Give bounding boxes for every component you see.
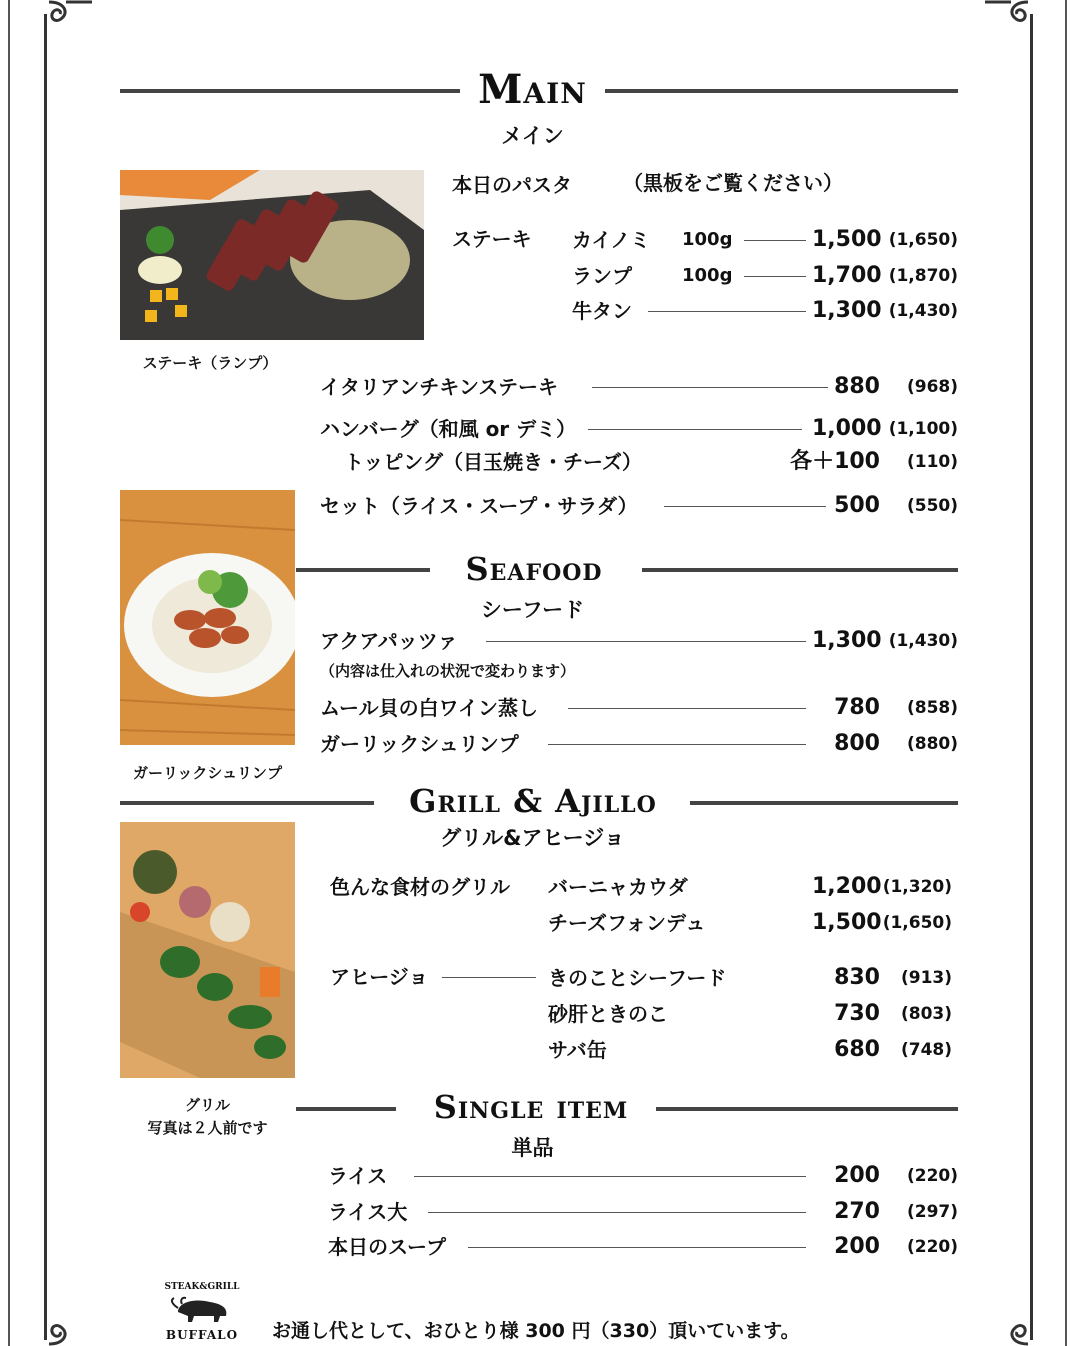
main-item-hamburg (320, 414, 958, 444)
cover-charge-notice: お通し代として、おひとり様 300 円（330）頂いています。 (272, 1320, 800, 1342)
grill-photo (120, 822, 295, 1078)
steak-row-tongue (572, 296, 958, 326)
item-price: 1,300 (812, 628, 882, 653)
leader-line (414, 1176, 806, 1177)
item-name: ムール貝の白ワイン蒸し (320, 696, 538, 720)
item-name: 砂肝ときのこ (548, 1002, 668, 1026)
steak-photo (120, 170, 424, 340)
item-price: 1,500 (812, 910, 882, 935)
item-name: カイノミ (572, 228, 651, 252)
item-name: チーズフォンデュ (548, 911, 706, 935)
seafood-subtitle: シーフード (480, 598, 585, 622)
item-price-tax: (1,430) (888, 301, 958, 321)
seafood-item-garlic-shrimp (320, 729, 958, 759)
item-price-tax: (803) (900, 1004, 952, 1024)
item-name: トッピング（目玉焼き・チーズ） (344, 450, 642, 474)
single-item-rice (328, 1161, 958, 1191)
leader-line (592, 387, 828, 388)
main-rule-right (605, 89, 958, 93)
item-name: ガーリックシュリンプ (320, 732, 519, 756)
item-price: 1,200 (812, 874, 882, 899)
single-rule-left (296, 1107, 396, 1111)
item-price-tax: (880) (906, 734, 958, 754)
item-name: イタリアンチキンステーキ (320, 375, 558, 399)
item-price-tax: (1,870) (888, 266, 958, 286)
item-price: 1,500 (812, 227, 882, 252)
item-price-tax: (968) (906, 377, 958, 397)
item-price: 各＋100 (790, 449, 880, 474)
item-name: ランプ (572, 264, 632, 288)
ornament-corner-bottom-right (983, 1316, 1033, 1346)
grill-rule-right (690, 801, 958, 805)
steak-caption: ステーキ（ランプ） (142, 354, 278, 372)
seafood-item-acquapazza (320, 626, 958, 656)
logo-bottom-text: BUFFALO (165, 1328, 239, 1342)
item-weight: 100g (682, 229, 733, 250)
item-name: アクアパッツァ (320, 629, 458, 653)
item-price: 1,300 (812, 298, 882, 323)
item-name: 牛タン (572, 299, 632, 323)
item-price-tax: (220) (906, 1237, 958, 1257)
leader-line (568, 708, 806, 709)
pasta-note: （黒板をご覧ください） (623, 171, 843, 195)
garlic-shrimp-caption: ガーリックシュリンプ (132, 764, 283, 782)
grill-label: 色んな食材のグリル (330, 875, 510, 899)
ornament-corner-bottom-left (44, 1316, 94, 1346)
item-price-tax: (550) (906, 496, 958, 516)
item-price-tax: (220) (906, 1166, 958, 1186)
single-item-large-rice (328, 1197, 958, 1227)
leader-line (588, 429, 802, 430)
steak-label: ステーキ (452, 227, 532, 251)
main-item-chicken (320, 372, 958, 402)
item-name: セット（ライス・スープ・サラダ） (320, 494, 638, 518)
item-name: サバ缶 (548, 1038, 607, 1062)
item-name: きのことシーフード (548, 966, 727, 990)
leader-line (664, 506, 826, 507)
main-rule-left (120, 89, 460, 93)
main-item-topping (320, 447, 958, 477)
item-price: 880 (834, 374, 880, 399)
grill-item-cheese-fondue (548, 908, 958, 938)
single-subtitle: 単品 (511, 1136, 554, 1160)
item-price-tax: (1,650) (888, 230, 958, 250)
item-price: 200 (834, 1234, 880, 1259)
ajillo-label: アヒージョ (330, 965, 429, 989)
grill-rule-left (120, 801, 374, 805)
single-title: Single item (433, 1088, 629, 1126)
item-name: ハンバーグ（和風 or デミ） (320, 417, 577, 441)
pasta-name: 本日のパスタ (452, 173, 572, 197)
ornament-corner-top-right (983, 0, 1033, 30)
grill-title: Grill & Ajillo (409, 782, 657, 820)
item-price: 800 (834, 731, 880, 756)
item-price-tax: (858) (906, 698, 958, 718)
garlic-shrimp-photo (120, 490, 295, 745)
main-title: Main (478, 66, 587, 113)
item-price: 200 (834, 1163, 880, 1188)
item-name: ライス大 (328, 1200, 408, 1224)
single-item-soup (328, 1232, 958, 1262)
item-price-tax: (297) (906, 1202, 958, 1222)
item-price: 500 (834, 493, 880, 518)
leader-line (428, 1212, 806, 1213)
steak-row-kainomi (572, 225, 958, 255)
steak-row-rump (572, 261, 958, 291)
item-price-tax: (1,650) (882, 913, 952, 933)
item-price-tax: (1,320) (882, 877, 952, 897)
item-price: 830 (834, 965, 880, 990)
main-subtitle: メイン (501, 124, 564, 148)
ajillo-leader-line (442, 977, 536, 978)
item-price: 1,000 (812, 416, 882, 441)
item-price-tax: (1,100) (888, 419, 958, 439)
item-price-tax: (110) (906, 452, 958, 472)
item-price: 270 (834, 1199, 880, 1224)
seafood-rule-right (642, 568, 958, 572)
buffalo-logo (160, 1282, 244, 1344)
item-price: 730 (834, 1001, 880, 1026)
seafood-item-mussels (320, 693, 958, 723)
seafood-note: （内容は仕入れの状況で変わります） (320, 662, 576, 680)
ornament-corner-top-left (44, 0, 94, 30)
item-price-tax: (1,430) (888, 631, 958, 651)
item-name: ライス (328, 1164, 388, 1188)
ajillo-item-gizzard (548, 999, 958, 1029)
leader-line (744, 240, 806, 241)
grill-caption-line1: グリル (184, 1096, 230, 1114)
item-name: バーニャカウダ (548, 875, 688, 899)
leader-line (468, 1247, 806, 1248)
grill-caption-line2: 写真は２人前です (147, 1119, 268, 1137)
leader-line (548, 744, 806, 745)
item-price: 1,700 (812, 263, 882, 288)
item-price: 680 (834, 1037, 880, 1062)
buffalo-icon (160, 1294, 244, 1324)
item-price-tax: (748) (900, 1040, 952, 1060)
grill-item-bagna-cauda (548, 872, 958, 902)
item-name: 本日のスープ (328, 1235, 446, 1259)
single-rule-right (656, 1107, 958, 1111)
item-weight: 100g (682, 265, 733, 286)
item-price-tax: (913) (900, 968, 952, 988)
item-price: 780 (834, 695, 880, 720)
ajillo-item-mackerel (548, 1035, 958, 1065)
ajillo-item-mushroom-seafood (548, 963, 958, 993)
seafood-title: Seafood (465, 550, 603, 588)
seafood-rule-left (296, 568, 430, 572)
leader-line (486, 641, 806, 642)
leader-line (744, 276, 806, 277)
main-item-set (320, 491, 958, 521)
logo-top-text: STEAK&GRILL (164, 1282, 240, 1292)
grill-subtitle: グリル&アヒージョ (440, 826, 625, 850)
leader-line (648, 311, 806, 312)
